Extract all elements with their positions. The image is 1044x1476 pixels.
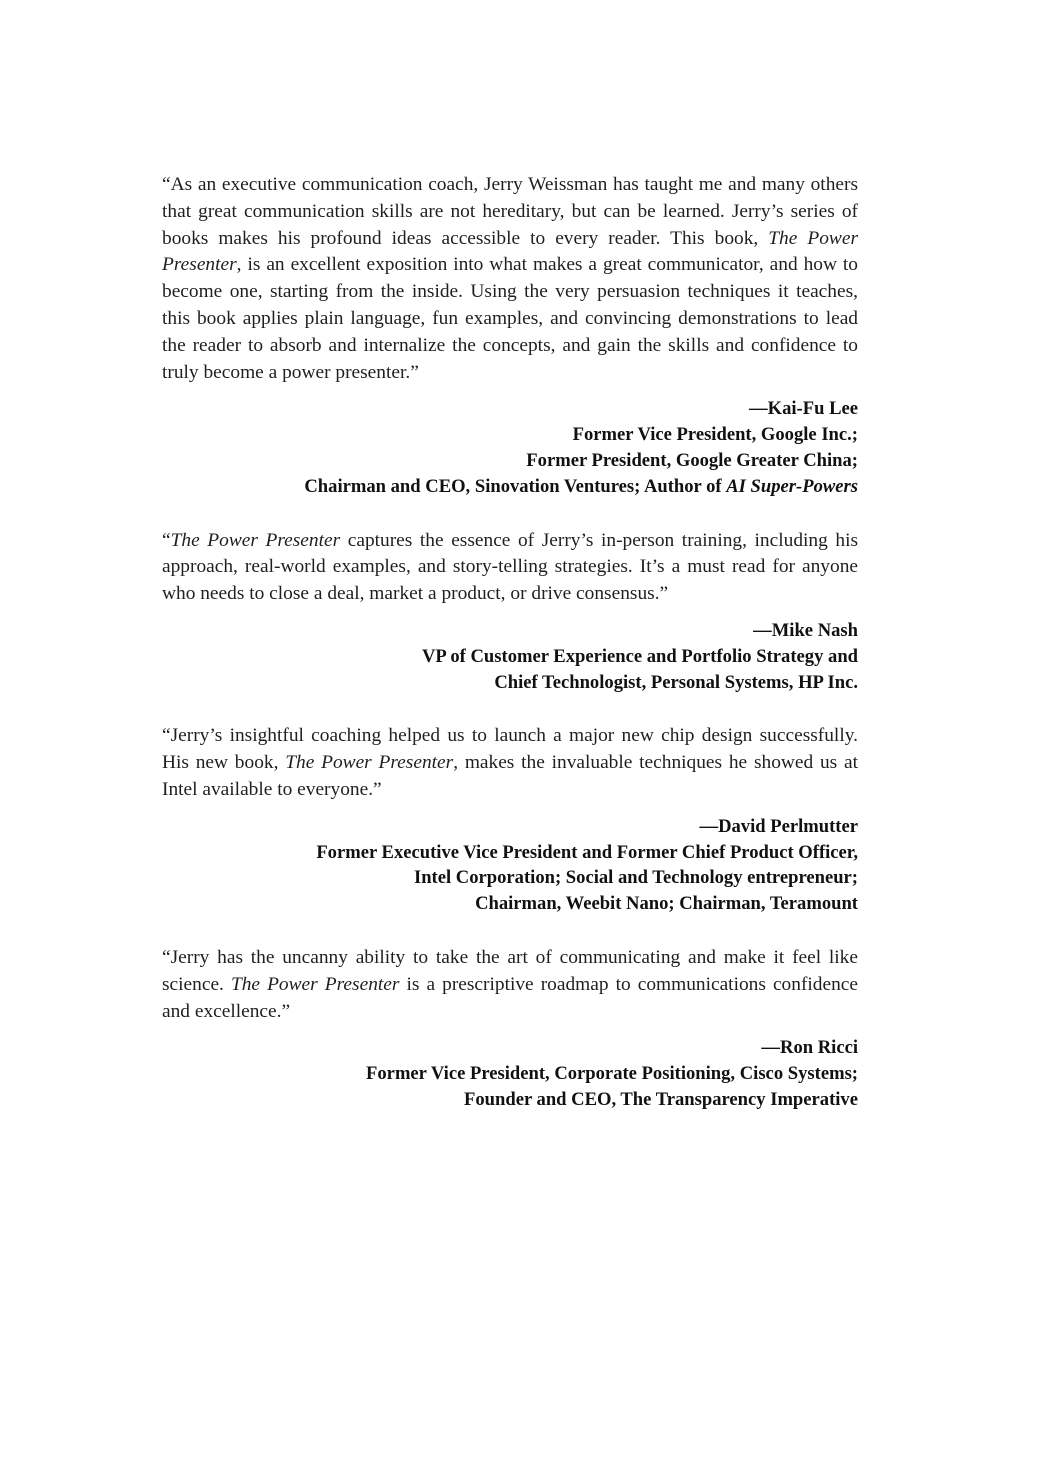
testimonial-mike-nash [162,528,858,696]
testimonial-quote [162,945,858,1025]
attribution-role: Founder and CEO, The Transparency Imperative [464,1088,858,1110]
attribution-role: Intel Corporation; Social and Technology entrepreneur; [413,867,858,889]
testimonial-kai-fu-lee [162,172,858,500]
quote-text: “As an executive communication coach, Jerry Weissman has taught me and many others that great communication skills are not hereditary, but can be learned. Jerry’s series of books makes his profound ideas accessible to every reader. This book, [162,174,858,249]
quote-text: captures the essence of Jerry’s in-person training, including his approach, real-world examples, and story-telling strategies. It’s a must read for anyone who needs to close a deal, market a product, or drive consensus.” [162,529,859,605]
attribution-role: Former Executive Vice President and Former Chief Product Officer, [316,841,858,863]
quote-text: “ [162,529,171,551]
attribution-name: —Kai-Fu Lee [749,398,858,420]
testimonial-quote [162,723,858,803]
attribution-name: —Ron Ricci [761,1037,858,1059]
book-title: The Power Presenter [170,529,341,551]
attribution-role [162,474,858,500]
testimonial-attribution [162,618,858,695]
testimonial-attribution [162,814,858,917]
attribution-role: VP of Customer Experience and Portfolio Strategy and [421,645,858,667]
book-title: AI Super-Powers [726,475,858,497]
attribution-role: Former Vice President, Google Inc.; [572,424,858,446]
attribution-role-text: Chairman and CEO, Sinovation Ventures; Author of [304,475,727,497]
attribution-role: Chief Technologist, Personal Systems, HP Inc. [494,671,858,693]
endorsements-page [162,172,858,1113]
testimonial-ron-ricci [162,945,858,1113]
testimonial-attribution [162,396,858,499]
attribution-role: Former Vice President, Corporate Positioning, Cisco Systems; [366,1063,858,1085]
book-title: The Power Presenter [285,752,454,774]
attribution-role: Chairman, Weebit Nano; Chairman, Teramount [475,893,858,915]
quote-text: “Jerry’s insightful coaching helped us to launch a major new chip design successfully. His new book, [162,725,858,774]
quote-text: , makes the invaluable techniques he showed us at Intel available to everyone.” [162,752,858,800]
testimonial-david-perlmutter [162,723,858,917]
testimonial-quote [162,172,858,386]
book-title: The Power Presenter [230,973,400,995]
attribution-name: —Mike Nash [753,619,858,641]
book-title: The Power Presenter [162,227,858,276]
testimonial-quote [162,528,858,608]
testimonial-attribution [162,1035,858,1112]
quote-text: is a prescriptive roadmap to communications confidence and excellence.” [162,973,858,1022]
attribution-name: —David Perlmutter [699,815,858,837]
quote-text: , is an excellent exposition into what makes a great communicator, and how to become one, starting from the inside. Using the very persuasion techniques it teaches, this book applies plain language, fun examples, and convincing demonstrations to lead the reader to absorb and internalize the concepts, and gain the skills and confidence to truly become a power presenter.” [162,254,858,383]
attribution-role: Former President, Google Greater China; [526,449,858,471]
quote-text: “Jerry has the uncanny ability to take the art of communicating and make it feel like science. [162,946,858,995]
